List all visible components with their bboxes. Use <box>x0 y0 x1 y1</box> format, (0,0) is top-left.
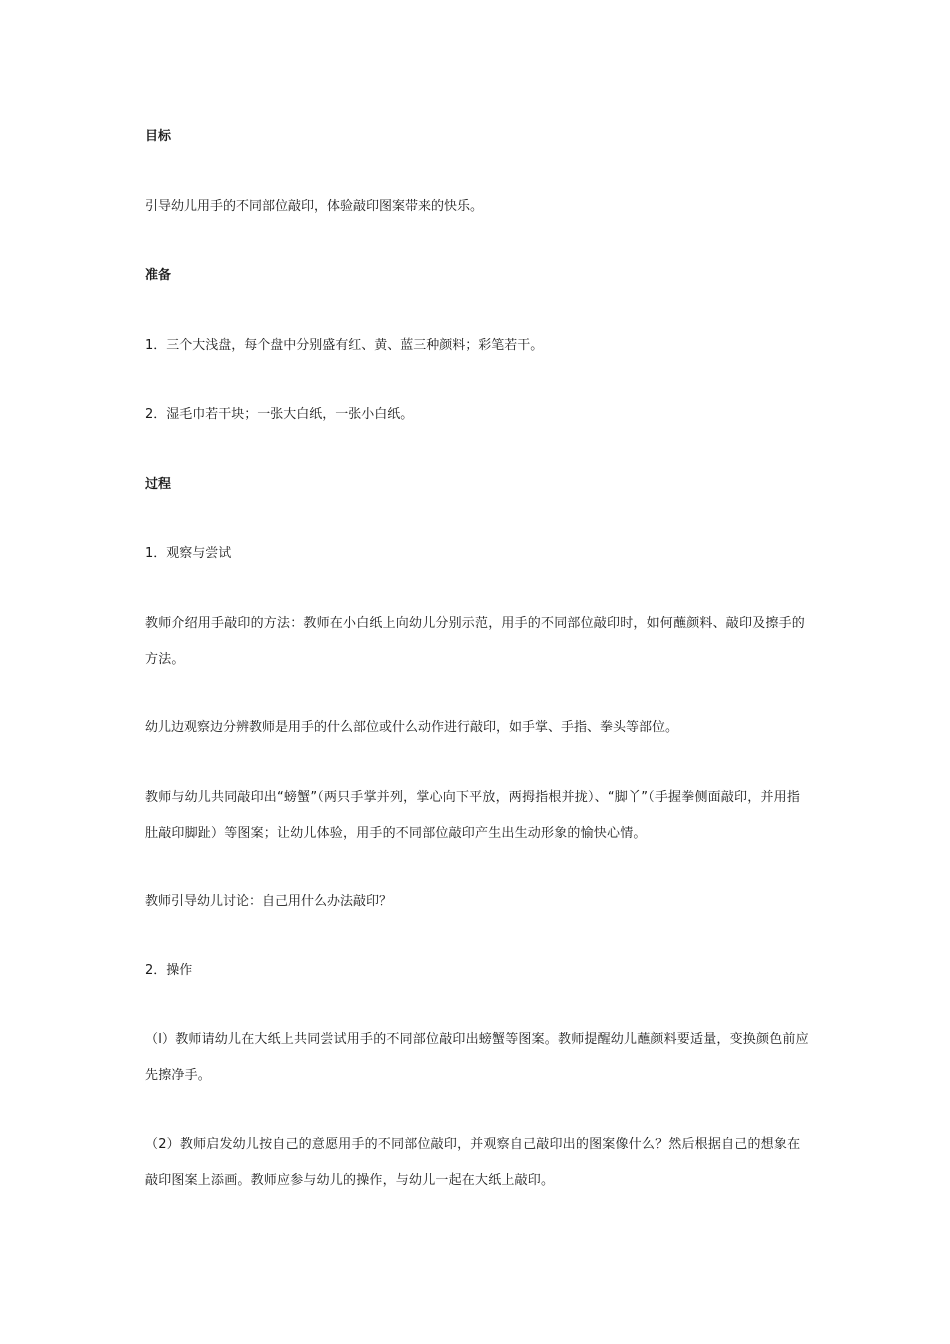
prep-item-1: 1．三个大浅盘，每个盘中分别盛有红、黄、蓝三种颜料；彩笔若干。 <box>145 338 544 353</box>
step-1-title: 1．观察与尝试 <box>145 546 232 561</box>
prep-item-2: 2．湿毛巾若干块；一张大白纸，一张小白纸。 <box>145 407 414 422</box>
step-2-paragraph-2: （2）教师启发幼儿按自己的意愿用手的不同部位敲印，并观察自己敲印出的图案像什么？然后根据自己的想象在敲印图案上添画。教师应参与幼儿的操作，与幼儿一起在大纸上敲印。 <box>145 1137 801 1188</box>
process-heading: 过程 <box>145 477 172 492</box>
goal-text: 引导幼儿用手的不同部位敲印，体验敲印图案带来的快乐。 <box>145 199 484 214</box>
step-2-title: 2．操作 <box>145 963 193 978</box>
goal-heading: 目标 <box>145 129 172 144</box>
step-1-paragraph-1: 教师介绍用手敲印的方法：教师在小白纸上向幼儿分别示范，用手的不同部位敲印时，如何蘸颜料、敲印及擦手的方法。 <box>145 616 806 667</box>
step-1-paragraph-3: 教师与幼儿共同敲印出“螃蟹”（两只手掌并列，掌心向下平放，两拇指根并拢）、“脚丫”（手握拳侧面敲印，并用指肚敲印脚趾）等图案；让幼儿体验，用手的不同部位敲印产生出生动形象的愉快心情。 <box>145 790 801 841</box>
step-1-paragraph-2: 幼儿边观察边分辨教师是用手的什么部位或什么动作进行敲印，如手掌、手指、拳头等部位。 <box>145 720 679 735</box>
step-2-paragraph-1: （l）教师请幼儿在大纸上共同尝试用手的不同部位敲印出螃蟹等图案。教师提醒幼儿蘸颜料要适量，变换颜色前应先擦净手。 <box>145 1032 809 1083</box>
step-1-paragraph-4: 教师引导幼儿讨论：自己用什么办法敲印？ <box>145 894 393 909</box>
prep-heading: 准备 <box>145 268 172 283</box>
